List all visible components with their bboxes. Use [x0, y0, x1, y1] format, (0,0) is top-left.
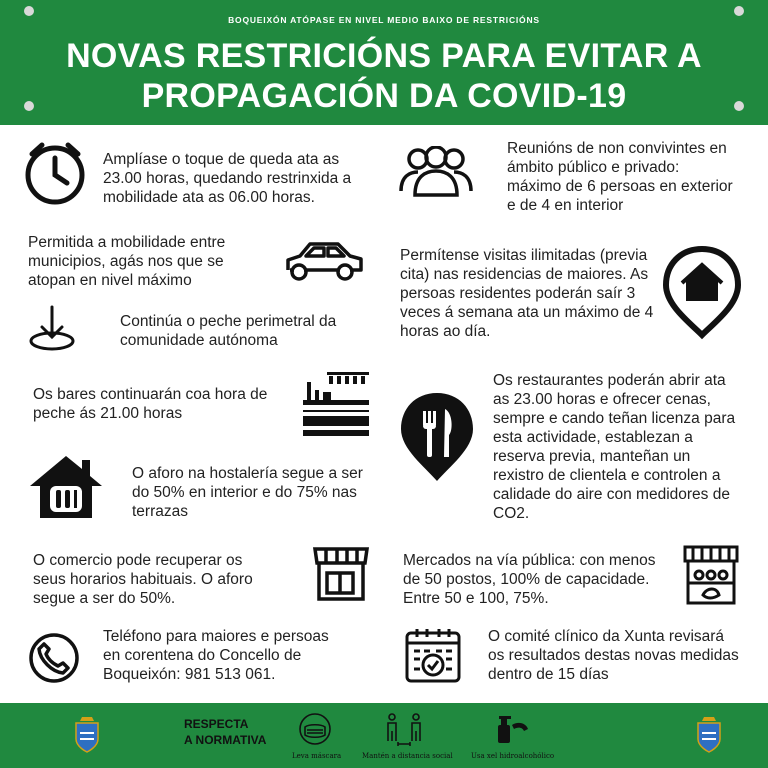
committee-text: O comité clínico da Xunta revisará os resultados destas novas medidas dentro de 15 días [488, 628, 739, 683]
home-pin-icon [660, 243, 744, 341]
location-arrow-icon [28, 303, 76, 351]
page-title [0, 36, 768, 116]
markets-text: Mercados na vía pública: con menos de 50 postos, 100% de capacidade. Entre 50 e 100, 75%. [403, 552, 656, 607]
group-icon [398, 146, 474, 198]
header-banner [0, 0, 768, 125]
respect-rules-label [184, 716, 266, 748]
restaurant-house-icon [28, 452, 104, 520]
phone-text: Teléfono para maiores e persoas en corentena do Concello de Boqueixón: 981 513 061. [103, 628, 329, 683]
mask-caption: Leva máscara [292, 752, 342, 760]
residences-text: Permítense visitas ilimitadas (previa cita) nas residencias de maiores. As persoas residentes poderán saír 3 veces á semana ata un máximo de 4 horas ao día. [400, 247, 654, 340]
bar-counter-icon [301, 370, 371, 438]
restaurant-pin-icon [399, 391, 475, 483]
perimeter-text: Continúa o peche perimetral da comunidade autónoma [120, 313, 337, 349]
coat-of-arms-icon [74, 717, 100, 753]
mobility-text: Permitida a mobilidade entre municipios, agás nos que se atopan en nivel máximo [28, 234, 226, 289]
shop-icon [313, 545, 369, 603]
bars-text: Os bares continuarán coa hora de peche ás 21.00 horas [33, 386, 268, 422]
gel-caption: Usa xel hidroalcohólico [471, 752, 555, 760]
hand-sanitizer-icon [494, 711, 530, 747]
mask-icon [297, 711, 333, 747]
curfew-text: Amplíase o toque de queda ata as 23.00 horas, quedando restrinxida a mobilidade ata as 06.00 horas. [103, 151, 352, 206]
commerce-text: O comercio pode recuperar os seus horarios habituais. O aforo segue a ser do 50%. [33, 552, 253, 607]
car-icon [284, 236, 366, 284]
market-stall-icon [683, 545, 739, 607]
capacity-text: O aforo na hostalería segue a ser do 50% en interior e do 75% nas terrazas [132, 465, 363, 520]
title-line-2: PROPAGACIÓN DA COVID-19 [141, 77, 627, 115]
calendar-check-icon [404, 627, 462, 685]
respect-line-1: RESPECTA [184, 717, 249, 731]
distance-caption: Mantén a distancia social [362, 752, 453, 760]
title-line-1: NOVAS RESTRICIÓNS PARA EVITAR A [66, 37, 702, 75]
social-distance-icon [384, 711, 424, 747]
respect-line-2: A NORMATIVA [184, 733, 267, 747]
coat-of-arms-icon [696, 717, 722, 753]
phone-icon [28, 632, 80, 684]
header-kicker: BOQUEIXÓN ATÓPASE EN NIVEL MEDIO BAIXO DE RESTRICIÓNS [228, 15, 540, 25]
footer-bar [0, 703, 768, 768]
meetings-text: Reunións de non convivintes en ámbito público e privado: máximo de 6 persoas en exterior e de 4 en interior [507, 140, 733, 214]
restaurants-text: Os restaurantes poderán abrir ata as 23.00 horas e ofrecer cenas, sempre e cando teñan licenza para esta actividade, establezan a reserva previa, manteñan un rexistro de clientela e controlen a calidade do aire con medidores de CO2. [493, 372, 736, 522]
clock-icon [22, 140, 88, 206]
